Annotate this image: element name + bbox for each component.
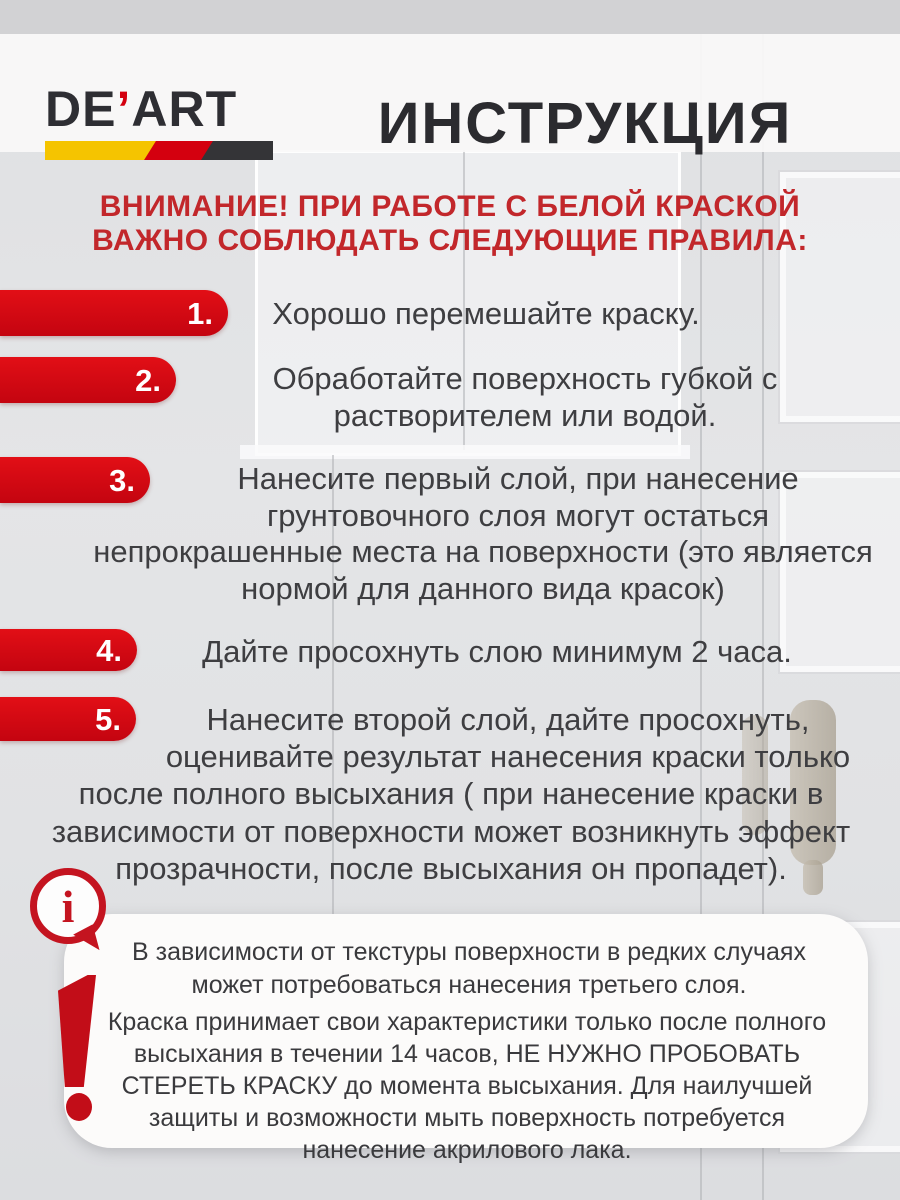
step-4-text: Дайте просохнуть слою минимум 2 часа. (202, 634, 792, 669)
exclamation-dot (66, 1093, 92, 1121)
note-texture: В зависимости от текстуры поверхности в редких случаях может потребоваться нанесения третьего слоя. (132, 938, 806, 999)
step-2-text: Обработайте поверхность губкой с растворителем или водой. (272, 361, 778, 433)
info-icon: i (61, 881, 75, 932)
step-4-number: 4. (96, 632, 122, 668)
step-1-number-pill (0, 290, 228, 336)
page-title: ИНСТРУКЦИЯ (377, 91, 793, 156)
logo-wordmark (45, 81, 275, 137)
step-3 (0, 457, 900, 607)
step-4 (0, 629, 900, 671)
logo-stripe-yellow (45, 141, 156, 160)
step-3-number: 3. (109, 462, 135, 498)
step-2 (0, 357, 900, 434)
step-1-number: 1. (187, 295, 213, 331)
warning-line1: ВНИМАНИЕ! ПРИ РАБОТЕ С БЕЛОЙ КРАСКОЙ (99, 190, 801, 223)
step-2-number: 2. (135, 362, 161, 398)
info-bubble-icon (30, 868, 104, 942)
step-4-number-pill (0, 629, 137, 671)
logo-apostrophe: ’ (116, 81, 132, 137)
step-3-number-pill (0, 457, 150, 503)
warning-text (20, 190, 880, 257)
step-3-text (88, 457, 878, 607)
step-2-number-pill (0, 357, 176, 403)
deart-logo (45, 81, 275, 164)
step-5-number-pill (0, 697, 136, 741)
step-5-text-content: Нанесите второй слой, дайте просохнуть, оценивайте результат нанесения краски только после полного высыхания ( при нанесение краски в зависимости от поверхности может возникнуть эффект прозрачности, после высыхания он пропадет). (51, 702, 851, 886)
exclamation-bar (58, 975, 96, 1087)
step-5-text (26, 697, 876, 887)
warning-line2: ВАЖНО СОБЛЮДАТЬ СЛЕДУЮЩИЕ ПРАВИЛА: (92, 223, 808, 257)
step-1-text: Хорошо перемешайте краску. (272, 296, 700, 331)
logo-stripe (45, 141, 273, 160)
logo-part2: ART (131, 81, 238, 137)
logo-part1: DE (45, 81, 117, 137)
exclamation-icon (58, 975, 98, 1125)
note-drying: Краска принимает свои характеристики только после полного высыхания в течении 14 часов, НЕ НУЖНО ПРОБОВАТЬ СТЕРЕТЬ КРАСКУ до момента высыхания. Для наилучшей защиты и возможности мыть поверхность потребуется нанесение акрилового лака. (107, 1008, 827, 1164)
step-1 (0, 290, 900, 333)
note-panel (64, 914, 868, 1164)
step-3-text-content: Нанесите первый слой, при нанесение грунтовочного слоя могут остаться непрокрашенные места на поверхности (это является нормой для данного вида красок) (93, 461, 873, 606)
step-5 (0, 697, 900, 887)
background-top-strip (0, 0, 900, 34)
header-band (0, 34, 900, 156)
step-5-number: 5. (95, 701, 121, 737)
